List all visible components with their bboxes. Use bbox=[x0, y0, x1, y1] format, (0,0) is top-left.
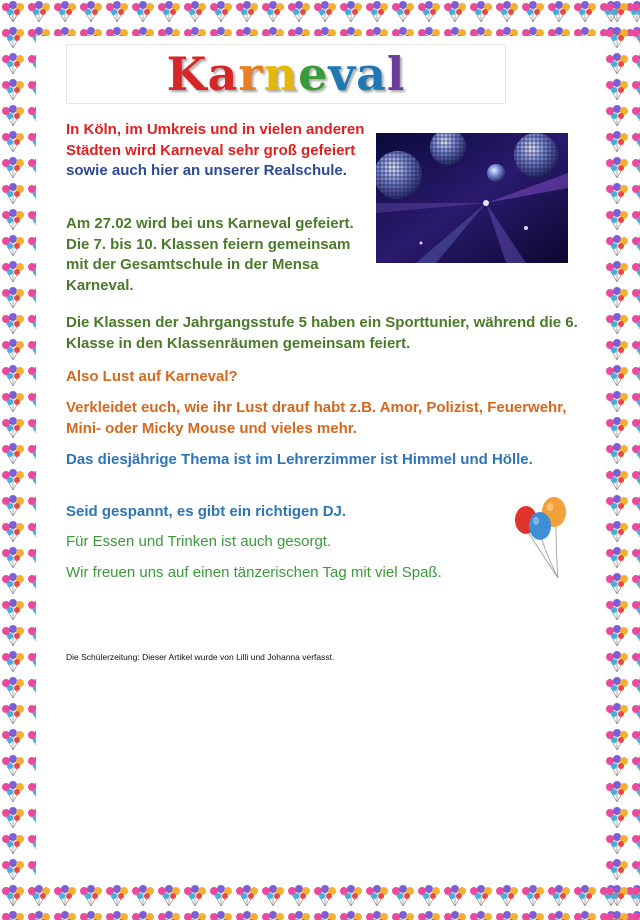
intro-paragraph bbox=[66, 120, 366, 182]
title-box bbox=[66, 44, 506, 104]
theme-paragraph: Das diesjährige Thema ist im Lehrerzimmer ist Himmel und Hölle. bbox=[66, 451, 533, 468]
title-letter: e bbox=[298, 47, 329, 101]
title-letter: n bbox=[263, 47, 299, 101]
intro-blue-text: sowie auch hier an unserer Realschule. bbox=[66, 162, 347, 179]
dj-paragraph: Seid gespannt, es gibt ein richtigen DJ. bbox=[66, 503, 347, 520]
classes-paragraph: Die Klassen der Jahrgangsstufe 5 haben ein Sporttunier, während die 6. Klasse in den Klassenräumen gemeinsam feiert. bbox=[66, 314, 578, 352]
balloon-border-top bbox=[0, 0, 640, 36]
food-paragraph: Für Essen und Trinken ist auch gesorgt. bbox=[66, 533, 332, 550]
title-letter: v bbox=[328, 47, 357, 101]
balloons-icon bbox=[512, 494, 574, 580]
costumes-paragraph: Verkleidet euch, wie ihr Lust drauf habt z.B. Amor, Polizist, Feuerwehr, Mini- oder Micky Mouse und vieles mehr. bbox=[66, 399, 567, 437]
balloon-border-left bbox=[0, 0, 36, 920]
title-letter: K bbox=[166, 47, 208, 101]
title-letter: a bbox=[356, 47, 387, 101]
question-paragraph: Also Lust auf Karneval? bbox=[66, 368, 238, 385]
title-letter: r bbox=[238, 47, 264, 101]
footer-credit: Die Schülerzeitung: Dieser Artikel wurde von Lilli und Johanna verfasst. bbox=[66, 652, 335, 662]
title-letter: l bbox=[386, 47, 406, 101]
balloon-border-bottom bbox=[0, 884, 640, 920]
intro-red-text: In Köln, im Umkreis und in vielen anderen Städten wird Karneval sehr groß gefeiert bbox=[66, 121, 365, 159]
title-letter: a bbox=[207, 47, 239, 101]
disco-ball-photo bbox=[376, 133, 568, 263]
closing-paragraph: Wir freuen uns auf einen tänzerischen Tag mit viel Spaß. bbox=[66, 564, 442, 581]
date-paragraph: Am 27.02 wird bei uns Karneval gefeiert. Die 7. bis 10. Klassen feiern gemeinsam mit der Gesamtschule in der Mensa Karneval. bbox=[66, 215, 354, 294]
balloon-border-right bbox=[604, 0, 640, 920]
page-title bbox=[67, 47, 505, 101]
